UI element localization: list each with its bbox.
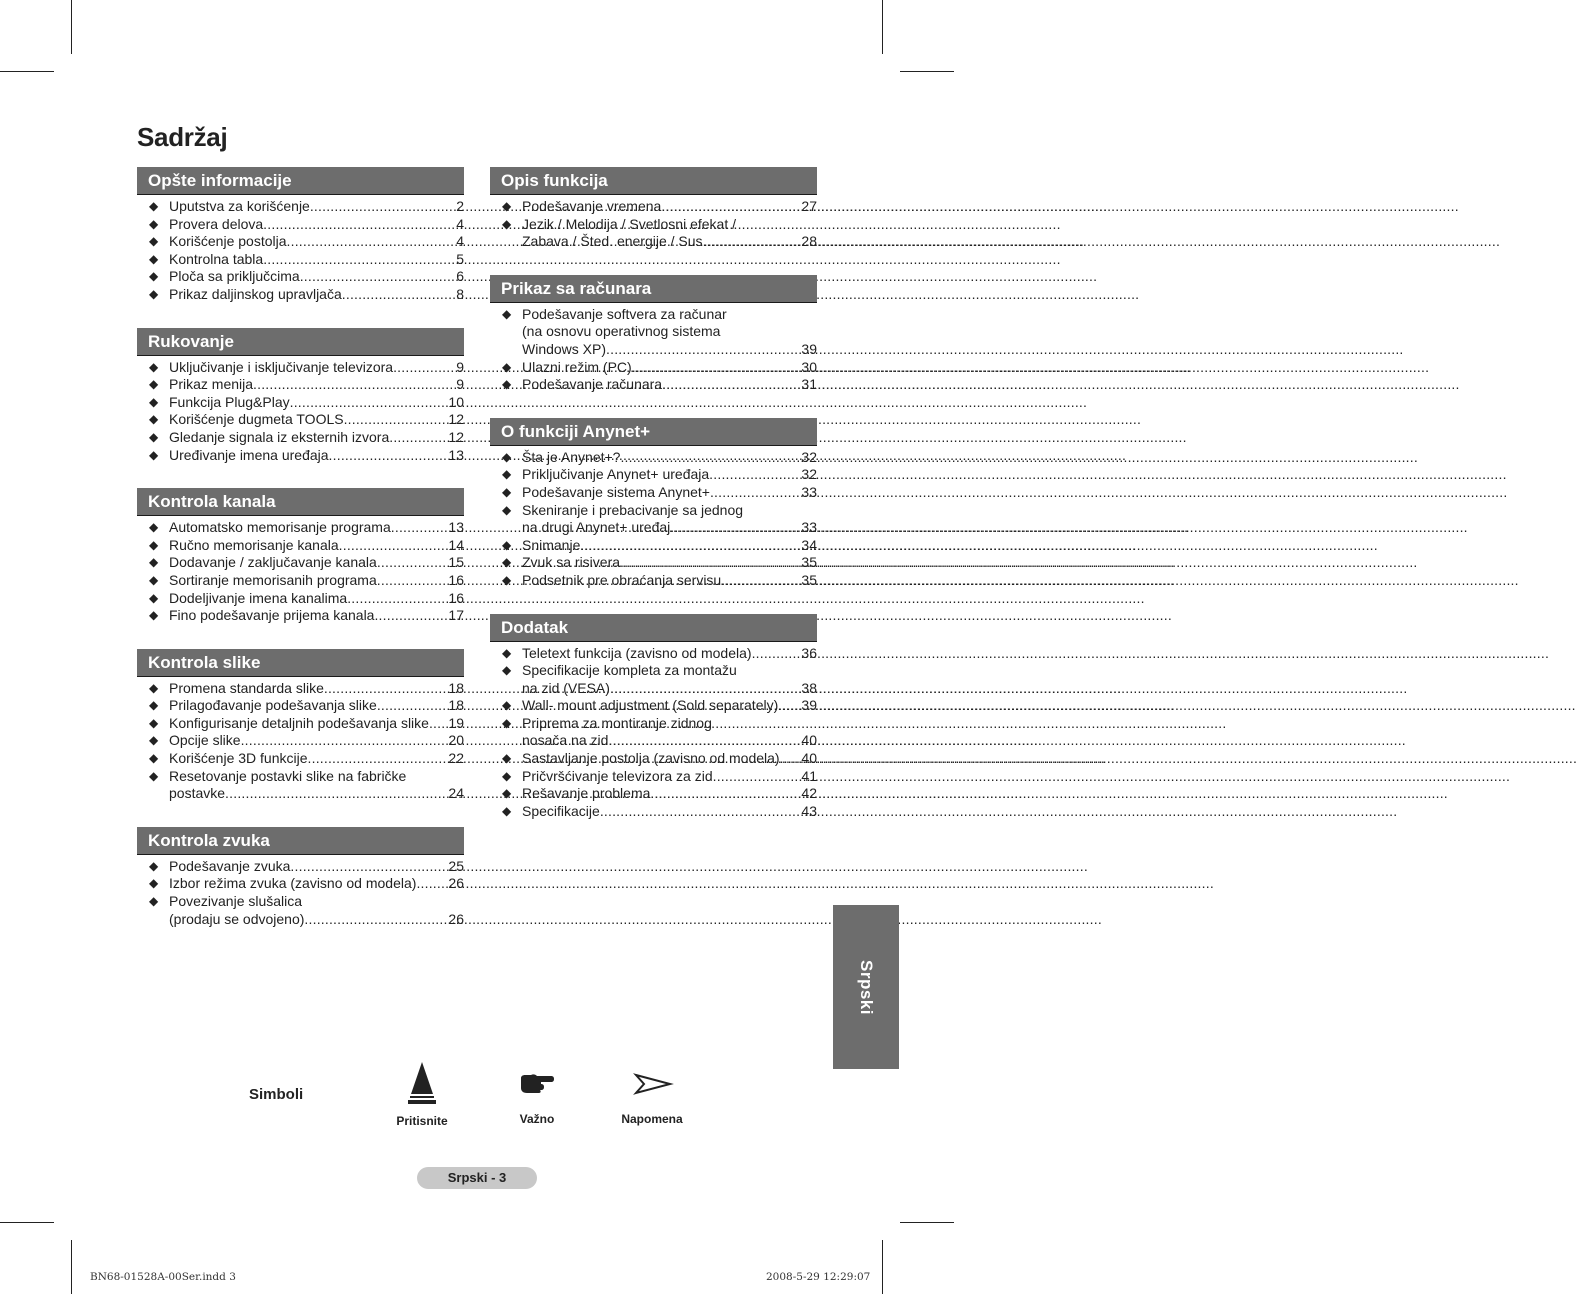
toc-list	[490, 446, 817, 590]
toc-entry-text: Gledanje signala iz eksternih izvora	[169, 428, 390, 445]
dot-leader	[710, 484, 800, 502]
dot-leader	[347, 590, 447, 608]
toc-page-number: 17	[448, 607, 464, 624]
toc-list	[490, 195, 817, 251]
toc-page-number: 34	[801, 536, 817, 553]
toc-entry[interactable]	[137, 286, 464, 304]
dot-leader	[263, 251, 455, 269]
toc-entry[interactable]	[137, 554, 464, 572]
toc-entry-text: Priprema za montiranje zidnog	[522, 714, 712, 731]
diamond-bullet-icon: ◆	[149, 520, 159, 535]
toc-entry-text: Specifikacije	[522, 802, 600, 819]
toc-entry[interactable]	[137, 858, 464, 876]
toc-entry[interactable]	[137, 697, 464, 715]
toc-entry[interactable]	[137, 233, 464, 251]
toc-page-number: 6	[456, 268, 464, 285]
diamond-bullet-icon: ◆	[149, 590, 159, 605]
section-header: Opšte informacije	[137, 167, 464, 195]
section-header: O funkciji Anynet+	[490, 418, 817, 446]
dot-leader	[225, 785, 447, 803]
dot-leader	[600, 803, 801, 821]
dot-leader	[632, 359, 801, 377]
toc-page-number: 38	[801, 679, 817, 696]
dot-leader	[324, 680, 448, 698]
diamond-bullet-icon: ◆	[149, 429, 159, 444]
toc-entry-text: na zid (VESA)	[522, 679, 610, 696]
toc-section	[137, 167, 464, 304]
toc-page-number: 36	[801, 644, 817, 661]
dot-leader	[606, 341, 800, 359]
crop-mark	[71, 0, 72, 54]
toc-list	[137, 855, 464, 928]
toc-entry-text: Podešavanje softvera za računar	[522, 305, 727, 322]
dot-leader	[329, 447, 448, 465]
diamond-bullet-icon: ◆	[502, 803, 512, 818]
symbol-note	[602, 1072, 702, 1126]
arrow-note-icon	[632, 1072, 672, 1096]
toc-page-number: 28	[801, 233, 817, 250]
toc-list	[137, 195, 464, 304]
toc-entry[interactable]	[137, 680, 464, 698]
toc-entry-text: Izbor režima zvuka (zavisno od modela)	[169, 875, 417, 892]
toc-entry[interactable]	[490, 662, 817, 697]
toc-entry-text: Teletext funkcija (zavisno od modela)	[522, 644, 752, 661]
toc-entry[interactable]	[490, 715, 817, 750]
toc-entry-text: Skeniranje i prebacivanje sa jednog	[522, 501, 744, 518]
toc-page-number: 32	[801, 448, 817, 465]
page-number-badge: Srpski - 3	[417, 1167, 537, 1189]
diamond-bullet-icon: ◆	[502, 449, 512, 464]
toc-entry-text: Podešavanje vremena	[522, 198, 662, 214]
toc-entry-text: Priključivanje Anynet+ uređaja	[522, 466, 710, 483]
toc-entry[interactable]	[137, 768, 464, 803]
toc-page-number: 39	[801, 340, 817, 357]
toc-entry[interactable]	[137, 715, 464, 733]
toc-entry-text: Korišćenje dugmeta TOOLS	[169, 411, 344, 428]
diamond-bullet-icon: ◆	[149, 216, 159, 231]
toc-list	[137, 356, 464, 465]
toc-entry-text: Korišćenje 3D funkcije	[169, 750, 308, 767]
toc-page-number: 5	[456, 250, 464, 267]
section-header: Opis funkcija	[490, 167, 817, 195]
toc-section	[137, 827, 464, 928]
diamond-bullet-icon: ◆	[149, 894, 159, 909]
toc-page-number: 40	[801, 732, 817, 749]
toc-entry[interactable]	[137, 607, 464, 625]
dot-leader	[416, 875, 447, 893]
diamond-bullet-icon: ◆	[502, 467, 512, 482]
toc-section	[490, 418, 817, 590]
dot-leader	[429, 715, 447, 733]
crop-mark	[0, 1222, 54, 1223]
toc-page-number: 30	[801, 358, 817, 375]
toc-entry[interactable]	[137, 216, 464, 234]
symbol-caption: Napomena	[621, 1112, 683, 1126]
dot-leader	[620, 449, 800, 467]
diamond-bullet-icon: ◆	[502, 715, 512, 730]
dot-leader	[391, 519, 448, 537]
diamond-bullet-icon: ◆	[502, 572, 512, 587]
toc-page-number: 39	[801, 697, 817, 714]
symbol-important	[487, 1072, 587, 1126]
toc-entry-text: Podešavanje računara	[522, 376, 663, 393]
toc-page-number: 32	[801, 466, 817, 483]
toc-entry[interactable]	[137, 447, 464, 465]
toc-entry-text: Windows XP)	[522, 340, 607, 357]
dot-leader	[703, 233, 801, 251]
dot-leader	[304, 911, 447, 929]
toc-entry-text: Podsetnik pre obraćanja servisu	[522, 571, 722, 588]
dot-leader	[377, 697, 448, 715]
toc-entry-text: Opcije slike	[169, 732, 241, 749]
dot-leader	[377, 572, 448, 590]
press-icon	[407, 1060, 437, 1108]
toc-entry-text: Funkcija Plug&Play	[169, 393, 290, 410]
toc-entry-text: Automatsko memorisanje programa	[169, 519, 391, 536]
section-header: Dodatak	[490, 614, 817, 642]
dot-leader	[241, 732, 448, 750]
toc-right-column	[490, 167, 817, 844]
toc-entry[interactable]	[490, 359, 817, 377]
diamond-bullet-icon: ◆	[149, 377, 159, 392]
section-header: Kontrola slike	[137, 649, 464, 677]
toc-entry-text: Korišćenje postolja	[169, 233, 287, 250]
diamond-bullet-icon: ◆	[149, 555, 159, 570]
toc-entry[interactable]	[490, 803, 817, 821]
toc-page-number: 33	[801, 519, 817, 536]
dot-leader	[780, 750, 801, 768]
pointing-hand-icon	[517, 1072, 557, 1096]
dot-leader	[709, 466, 800, 484]
toc-entry-text: Wall- mount adjustment (Sold separately)	[522, 697, 779, 714]
toc-entry-text: Prikaz daljinskog upravljača	[169, 285, 342, 302]
toc-entry[interactable]	[490, 216, 817, 251]
toc-entry-text: Promena standarda slike	[169, 679, 324, 696]
dot-leader	[713, 768, 801, 786]
toc-entry-text: Ploča sa priključcima	[169, 268, 300, 285]
toc-page-number: 31	[801, 376, 817, 393]
toc-entry-text: Podešavanje zvuka	[169, 857, 291, 874]
dot-leader	[290, 858, 447, 876]
toc-entry[interactable]	[490, 376, 817, 394]
dot-leader	[661, 198, 800, 216]
toc-section	[137, 328, 464, 465]
diamond-bullet-icon: ◆	[502, 768, 512, 783]
language-side-tab-label: Srpski	[857, 959, 876, 1015]
diamond-bullet-icon: ◆	[149, 858, 159, 873]
toc-entry[interactable]	[137, 359, 464, 377]
dot-leader	[610, 680, 800, 698]
print-slug-file: BN68-01528A-00Ser.indd 3	[90, 1271, 236, 1283]
diamond-bullet-icon: ◆	[502, 751, 512, 766]
dot-leader	[650, 785, 800, 803]
toc-entry[interactable]	[137, 732, 464, 750]
crop-mark	[882, 1240, 883, 1294]
toc-page-number: 9	[456, 376, 464, 393]
diamond-bullet-icon: ◆	[149, 715, 159, 730]
toc-entry-text: Dodeljivanje imena kanalima	[169, 589, 348, 606]
toc-left-column	[137, 167, 464, 952]
diamond-bullet-icon: ◆	[149, 251, 159, 266]
dot-leader	[608, 732, 800, 750]
section-header: Kontrola kanala	[137, 488, 464, 516]
toc-entry-text: Zabava / Šted. energije / Sus	[522, 233, 703, 250]
toc-entry[interactable]	[137, 251, 464, 269]
crop-mark	[900, 71, 954, 72]
toc-entry[interactable]	[490, 554, 817, 572]
toc-entry[interactable]	[490, 750, 817, 768]
toc-list	[490, 303, 817, 394]
toc-page-number: 18	[448, 679, 464, 696]
toc-page-number: 42	[801, 785, 817, 802]
dot-leader	[263, 216, 455, 234]
toc-entry-text: Konfigurisanje detaljnih podešavanja slike	[169, 714, 429, 731]
crop-mark	[0, 71, 54, 72]
toc-entry-text: Uređivanje imena uređaja	[169, 446, 329, 463]
section-header: Kontrola zvuka	[137, 827, 464, 855]
toc-entry[interactable]	[137, 411, 464, 429]
toc-page-number: 2	[456, 198, 464, 214]
diamond-bullet-icon: ◆	[149, 768, 159, 783]
toc-entry-text: Jezik / Melodija / Svetlosni efekat /	[522, 215, 736, 232]
diamond-bullet-icon: ◆	[149, 876, 159, 891]
toc-entry-text: Prikaz menija	[169, 376, 254, 393]
diamond-bullet-icon: ◆	[149, 359, 159, 374]
toc-entry[interactable]	[490, 785, 817, 803]
toc-entry-text: Snimanje	[522, 536, 581, 553]
toc-entry[interactable]	[490, 198, 817, 216]
toc-entry[interactable]	[490, 484, 817, 502]
toc-entry-text: Podešavanje sistema Anynet+	[522, 483, 710, 500]
dot-leader	[752, 645, 801, 663]
dot-leader	[310, 198, 455, 216]
symbol-caption: Važno	[519, 1112, 555, 1126]
toc-section	[137, 488, 464, 625]
toc-entry[interactable]	[490, 768, 817, 786]
toc-entry-text: nosača na zid	[522, 732, 609, 749]
toc-section	[490, 275, 817, 394]
toc-entry-text: Povezivanje slušalica	[169, 893, 303, 910]
toc-page-number: 4	[456, 215, 464, 232]
diamond-bullet-icon: ◆	[149, 608, 159, 623]
toc-entry-text: postavke	[169, 785, 226, 802]
toc-entry-text: (prodaju se odvojeno)	[169, 910, 305, 927]
diamond-bullet-icon: ◆	[502, 377, 512, 392]
symbol-caption: Pritisnite	[396, 1114, 448, 1128]
toc-page-number: 8	[456, 285, 464, 302]
dot-leader	[377, 554, 448, 572]
toc-page-number: 10	[448, 393, 464, 410]
toc-page-number: 20	[448, 732, 464, 749]
toc-section	[137, 649, 464, 803]
toc-entry[interactable]	[490, 449, 817, 467]
crop-mark	[71, 1240, 72, 1294]
toc-entry[interactable]	[137, 893, 464, 928]
toc-page-number: 13	[448, 446, 464, 463]
toc-entry[interactable]	[137, 198, 464, 216]
toc-page-number: 24	[448, 785, 464, 802]
diamond-bullet-icon: ◆	[149, 234, 159, 249]
toc-entry-text: Fino podešavanje prijema kanala	[169, 607, 375, 624]
dot-leader	[778, 697, 800, 715]
diamond-bullet-icon: ◆	[149, 572, 159, 587]
dot-leader	[374, 607, 447, 625]
toc-entry[interactable]	[137, 537, 464, 555]
toc-entry[interactable]	[490, 306, 817, 359]
diamond-bullet-icon: ◆	[149, 698, 159, 713]
toc-entry-text: Uključivanje i isključivanje televizora	[169, 358, 394, 375]
diamond-bullet-icon: ◆	[502, 306, 512, 321]
dot-leader	[580, 537, 800, 555]
diamond-bullet-icon: ◆	[149, 286, 159, 301]
toc-list	[490, 642, 817, 821]
crop-mark	[900, 1222, 954, 1223]
toc-entry[interactable]	[137, 519, 464, 537]
diamond-bullet-icon: ◆	[502, 502, 512, 517]
toc-entry[interactable]	[137, 590, 464, 608]
toc-page-number: 16	[448, 589, 464, 606]
diamond-bullet-icon: ◆	[502, 216, 512, 231]
diamond-bullet-icon: ◆	[149, 447, 159, 462]
toc-entry-text: (na osnovu operativnog sistema	[522, 323, 721, 340]
toc-entry-text: Specifikacije kompleta za montažu	[522, 662, 737, 679]
toc-page-number: 12	[448, 411, 464, 428]
diamond-bullet-icon: ◆	[502, 555, 512, 570]
dot-leader	[662, 376, 800, 394]
toc-entry[interactable]	[490, 466, 817, 484]
dot-leader	[344, 411, 448, 429]
toc-entry-text: Kontrolna tabla	[169, 250, 264, 267]
toc-entry[interactable]	[137, 750, 464, 768]
toc-page-number: 13	[448, 519, 464, 536]
diamond-bullet-icon: ◆	[149, 199, 159, 213]
dot-leader	[393, 359, 455, 377]
language-side-tab	[833, 905, 899, 1069]
toc-section	[490, 167, 817, 251]
section-header: Prikaz sa računara	[490, 275, 817, 303]
toc-entry-text: Ulazni režim (PC)	[522, 358, 632, 375]
diamond-bullet-icon: ◆	[149, 537, 159, 552]
toc-entry-text: Sastavljanje postolja (zavisno od modela)	[522, 750, 780, 767]
toc-entry[interactable]	[137, 268, 464, 286]
toc-entry-text: Sortiranje memorisanih programa	[169, 571, 377, 588]
toc-list	[137, 677, 464, 803]
page-title: Sadržaj	[137, 122, 228, 152]
toc-entry-text: Šta je Anynet+?	[522, 448, 621, 465]
toc-page-number: 26	[448, 875, 464, 892]
toc-entry[interactable]	[490, 645, 817, 663]
diamond-bullet-icon: ◆	[502, 199, 512, 213]
dot-leader	[339, 537, 448, 555]
toc-page-number: 43	[801, 802, 817, 819]
toc-entry[interactable]	[137, 875, 464, 893]
dot-leader	[620, 554, 800, 572]
toc-page-number: 12	[448, 428, 464, 445]
dot-leader	[389, 429, 447, 447]
toc-entry-text: Ručno memorisanje kanala	[169, 536, 339, 553]
toc-entry-text: Provera delova	[169, 215, 264, 232]
toc-page-number: 35	[801, 554, 817, 571]
diamond-bullet-icon: ◆	[149, 412, 159, 427]
dot-leader	[342, 286, 455, 304]
toc-entry-text: Resetovanje postavki slike na fabričke	[169, 767, 407, 784]
toc-page-number: 41	[801, 767, 817, 784]
toc-entry[interactable]	[490, 537, 817, 555]
diamond-bullet-icon: ◆	[502, 484, 512, 499]
toc-page-number: 27	[801, 198, 817, 214]
toc-section	[490, 614, 817, 821]
dot-leader	[308, 750, 448, 768]
dot-leader	[670, 519, 800, 537]
toc-page-number: 4	[456, 233, 464, 250]
dot-leader	[253, 376, 455, 394]
toc-page-number: 26	[448, 910, 464, 927]
toc-entry-text: Prilagođavanje podešavanja slike	[169, 697, 377, 714]
diamond-bullet-icon: ◆	[149, 269, 159, 284]
diamond-bullet-icon: ◆	[149, 394, 159, 409]
toc-page-number: 40	[801, 750, 817, 767]
toc-entry[interactable]	[490, 502, 817, 537]
print-slug-datetime: 2008-5-29 12:29:07	[766, 1271, 871, 1283]
diamond-bullet-icon: ◆	[149, 751, 159, 766]
toc-page-number: 9	[456, 358, 464, 375]
toc-page-number: 19	[448, 714, 464, 731]
diamond-bullet-icon: ◆	[502, 698, 512, 713]
toc-entry[interactable]	[137, 376, 464, 394]
diamond-bullet-icon: ◆	[502, 537, 512, 552]
crop-mark	[882, 0, 883, 54]
toc-entry-text: Uputstva za korišćenje	[169, 198, 310, 214]
dot-leader	[287, 233, 456, 251]
toc-page-number: 22	[448, 750, 464, 767]
diamond-bullet-icon: ◆	[502, 786, 512, 801]
toc-page-number: 14	[448, 536, 464, 553]
diamond-bullet-icon: ◆	[502, 359, 512, 374]
diamond-bullet-icon: ◆	[149, 733, 159, 748]
toc-page-number: 25	[448, 857, 464, 874]
toc-entry[interactable]	[490, 572, 817, 590]
toc-entry-text: Pričvršćivanje televizora za zid	[522, 767, 713, 784]
diamond-bullet-icon: ◆	[502, 663, 512, 678]
toc-page-number: 16	[448, 571, 464, 588]
symbol-press	[372, 1060, 472, 1128]
toc-page-number: 15	[448, 554, 464, 571]
diamond-bullet-icon: ◆	[502, 645, 512, 660]
toc-entry-text: Zvuk sa risivera	[522, 554, 621, 571]
toc-entry[interactable]	[137, 572, 464, 590]
dot-leader	[721, 572, 800, 590]
toc-page-number: 33	[801, 483, 817, 500]
toc-page-number: 35	[801, 571, 817, 588]
toc-page-number: 18	[448, 697, 464, 714]
toc-entry-text: Dodavanje / zaključavanje kanala	[169, 554, 377, 571]
section-header: Rukovanje	[137, 328, 464, 356]
dot-leader	[290, 394, 448, 412]
toc-entry[interactable]	[490, 697, 817, 715]
toc-entry-text: Rešavanje problema	[522, 785, 651, 802]
diamond-bullet-icon: ◆	[149, 680, 159, 695]
toc-list	[137, 516, 464, 625]
toc-entry-text: na drugi Anynet+ uređaj	[522, 519, 671, 536]
toc-entry[interactable]	[137, 394, 464, 412]
symbols-label: Simboli	[249, 1086, 304, 1103]
dot-leader	[300, 268, 455, 286]
toc-entry[interactable]	[137, 429, 464, 447]
